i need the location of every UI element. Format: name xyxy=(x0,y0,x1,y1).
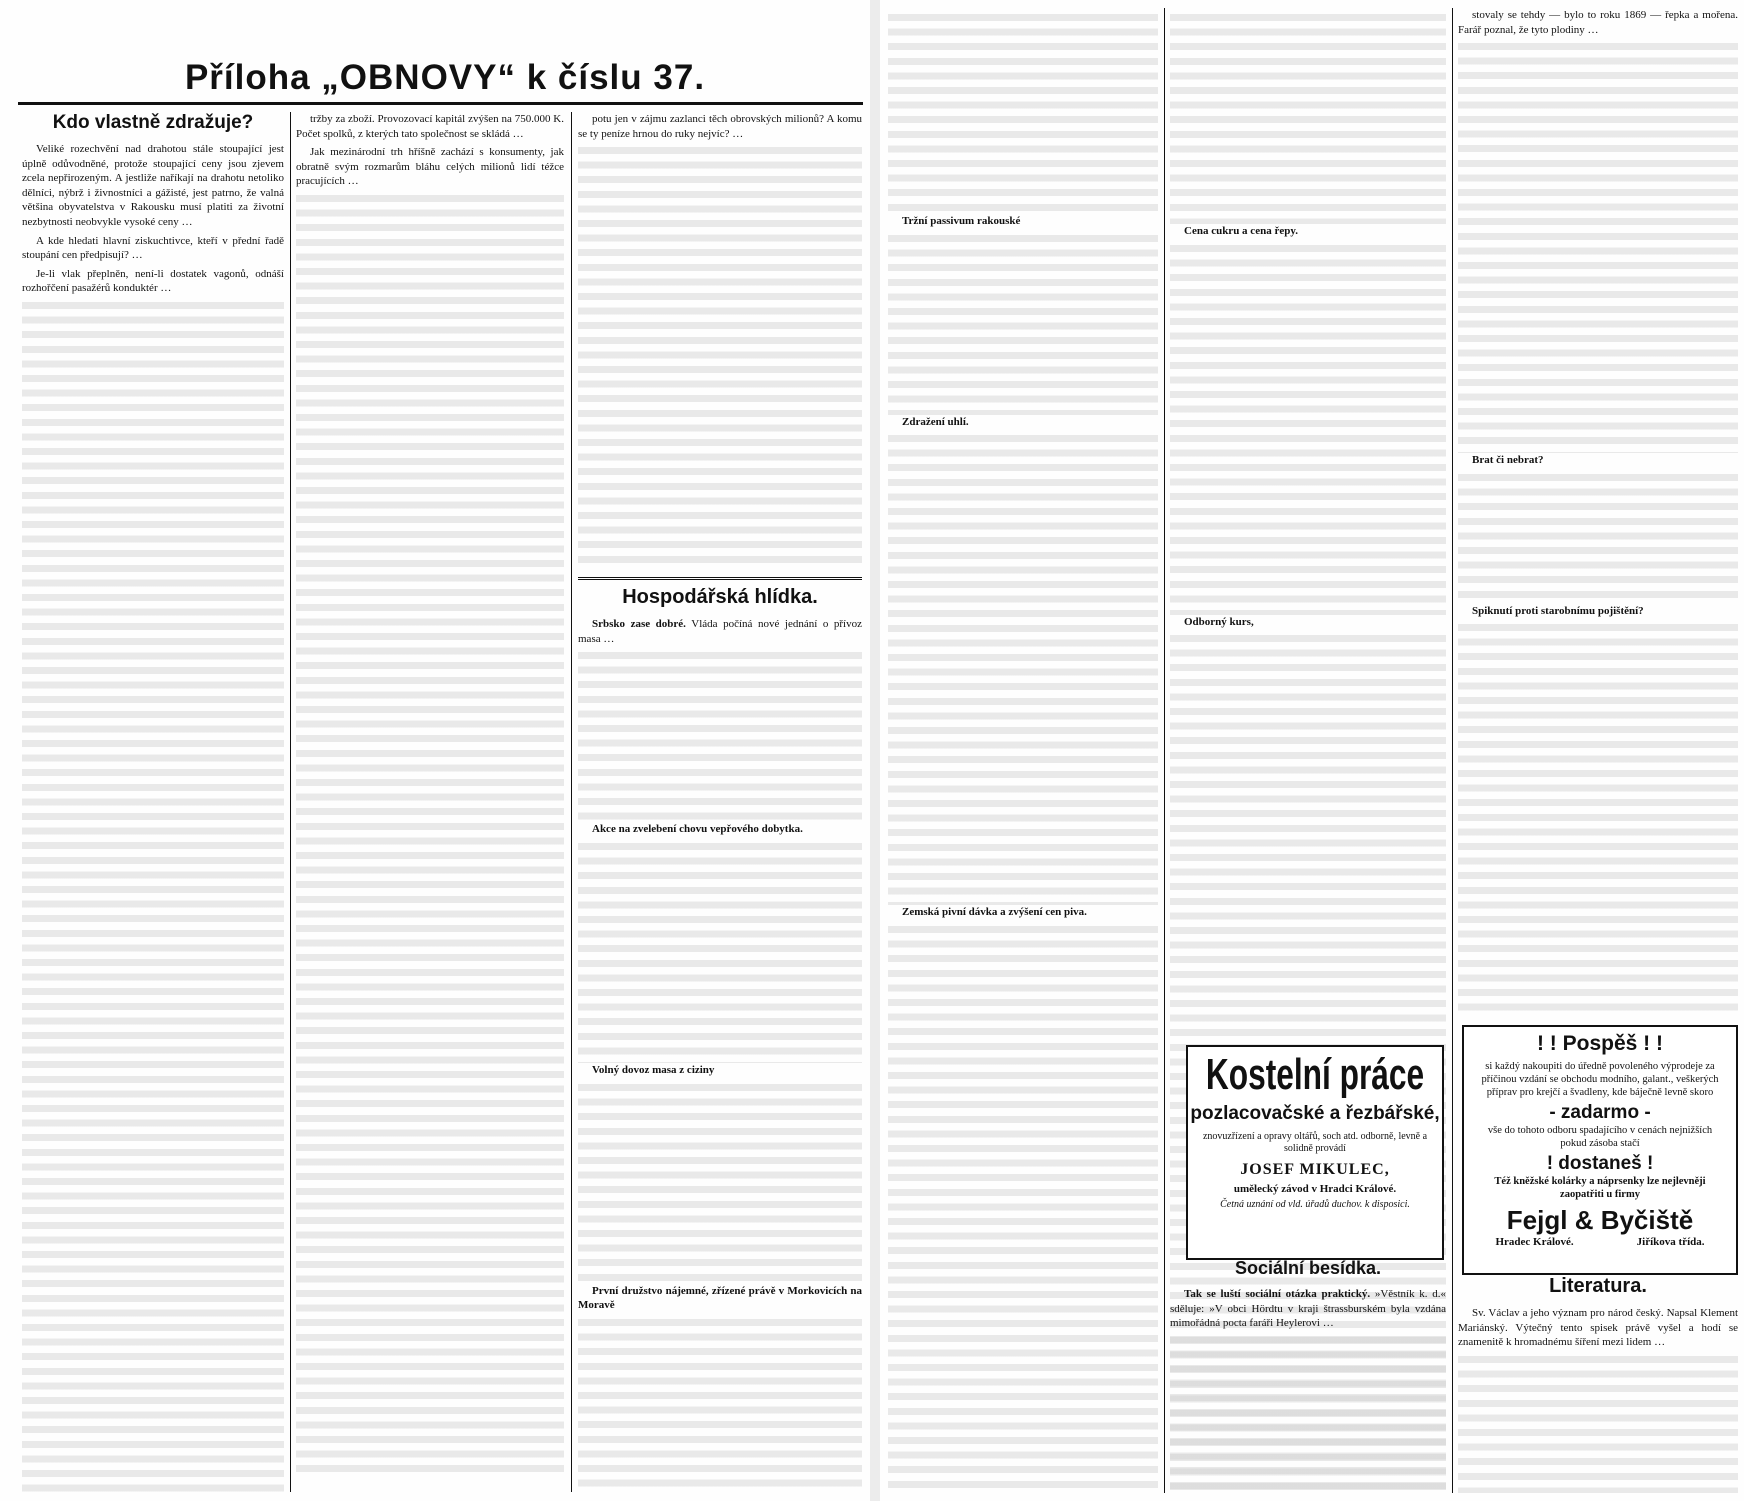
ad-name: JOSEF MIKULEC, xyxy=(1240,1161,1390,1178)
column-kdo-vlastne xyxy=(22,112,284,1492)
column-divider xyxy=(290,112,291,1492)
article-paragraph: Veliké rozechvění nad drahotou stále stoupající jest úplně odůvodněné, protože stoupající ceny jsou zjevem zcela nepřirozeným. A jestliže naříkají na drahotu netoliko dělníci, nýbrž i živnostníci a gážisté, jest patrno, že valná většina obyvatelstva v Rakousku musí platiti za životní nezbytnosti neobvykle vysoké ceny … xyxy=(22,143,284,228)
illegible-text-block xyxy=(1170,245,1446,615)
page-title: Příloha „OBNOVY“ k číslu 37. xyxy=(184,58,706,97)
ad-title: ! ! Pospěš ! ! xyxy=(1536,1032,1663,1055)
illegible-text-block xyxy=(578,147,862,567)
article-paragraph: Vláda počíná nové jednání o přívoz masa … xyxy=(578,618,862,645)
ad-city: Hradec Králové. xyxy=(1495,1236,1574,1248)
illegible-text-block xyxy=(1170,14,1446,224)
right-page xyxy=(880,0,1744,1501)
section-rule xyxy=(578,577,862,580)
article-paragraph: potu jen v zájmu zazlanci těch obrovských milionů? A komu se ty peníze hrnou do ruky nejvíc? … xyxy=(578,113,862,140)
column-six xyxy=(1458,8,1738,1018)
advertisement-pospes xyxy=(1462,1025,1738,1275)
section-heading: Hospodářská hlídka. xyxy=(622,586,818,609)
section-heading: Literatura. xyxy=(1549,1275,1647,1297)
ad-firm: Fejgl & Byčiště xyxy=(1506,1205,1694,1235)
ad-street: Jiříkova třída. xyxy=(1636,1236,1705,1248)
article-paragraph: A kde hledati hlavní ziskuchtivce, kteří v přední řadě stoupání cen předpisují? … xyxy=(22,234,284,262)
subheading: Zemská pivní dávka a zvýšení cen piva. xyxy=(902,906,1087,919)
illegible-text-block xyxy=(1458,624,1738,1018)
left-page xyxy=(0,0,870,1501)
article-paragraph: Je-li vlak přeplněn, není-li dostatek vagonů, odnáší rozhořčení pasažérů konduktér … xyxy=(22,267,284,295)
column-four xyxy=(888,8,1158,1493)
column-socialni-besidka xyxy=(1170,1258,1446,1493)
masthead-rule xyxy=(18,102,863,105)
subheading: Tak se luští sociální otázka praktický. xyxy=(1184,1288,1371,1300)
ad-text: vše do tohoto odboru spadajícího v cenách nejnižších pokud zásoba stačí xyxy=(1487,1125,1713,1149)
article-paragraph: stovaly se tehdy — bylo to roku 1869 — řepka a mořena. Farář poznal, že tyto plodiny … xyxy=(1458,9,1738,36)
subheading: Spiknutí proti starobnímu pojištění? xyxy=(1472,604,1644,617)
page-gutter xyxy=(870,0,880,1501)
illegible-text-block xyxy=(578,1319,862,1492)
illegible-text-block xyxy=(296,195,564,1475)
column-divider xyxy=(1452,8,1453,1493)
ad-subtitle: pozlacovačské a řezbářské, xyxy=(1190,1103,1440,1124)
illegible-text-block xyxy=(888,14,1158,214)
ad-description: znovuzřízení a opravy oltářů, soch atd. odborně, levně a solidně provádí xyxy=(1202,1131,1428,1154)
ad-highlight: - zadarmo - xyxy=(1549,1102,1651,1123)
illegible-text-block xyxy=(888,235,1158,415)
column-divider xyxy=(571,112,572,1492)
column-literatura xyxy=(1458,1275,1738,1493)
column-divider xyxy=(1164,8,1165,1493)
ad-note: Četná uznání od vld. úřadů duchov. k disposici. xyxy=(1220,1199,1410,1210)
ad-place: umělecký závod v Hradci Králové. xyxy=(1233,1183,1397,1195)
illegible-text-block xyxy=(888,926,1158,1493)
column-two xyxy=(296,112,564,1492)
subheading: Volný dovoz masa z ciziny xyxy=(592,1063,715,1076)
illegible-text-block xyxy=(1458,1356,1738,1493)
ad-title: Kostelní práce xyxy=(1205,1050,1425,1099)
subheading: Zdražení uhlí. xyxy=(902,415,969,428)
illegible-text-block xyxy=(578,843,862,1063)
column-three xyxy=(578,112,862,1492)
article-paragraph: tržby za zboží. Provozovací kapitál zvýšen na 750.000 K. Počet spolků, z kterých tato společnost se skládá … xyxy=(296,113,564,140)
illegible-text-block xyxy=(1170,1337,1446,1493)
article-paragraph: Sv. Václav a jeho význam pro národ český. Napsal Klement Mariánský. Výtečný tento spisek právě vyšel a hodí se znamenitě k hromadnému šíření mezi lidem … xyxy=(1458,1307,1738,1349)
ad-text: Též kněžské kolárky a náprsenky lze nejlevněji zaopatřiti u firmy xyxy=(1494,1176,1706,1200)
illegible-text-block xyxy=(578,1084,862,1284)
ad-address xyxy=(1464,1236,1736,1248)
illegible-text-block xyxy=(578,652,862,822)
subheading: Srbsko zase dobré. xyxy=(592,618,686,631)
subheading: První družstvo nájemné, zřízené právě v Morkovicích na Moravě xyxy=(578,1284,862,1312)
subheading: Odborný kurs, xyxy=(1184,615,1254,628)
subheading: Tržní passivum rakouské xyxy=(902,215,1021,227)
subheading: Brat či nebrat? xyxy=(1472,454,1544,467)
subheading: Cena cukru a cena řepy. xyxy=(1184,225,1298,237)
article-paragraph: »Věstník k. d.« sděluje: »V obci Hördtu v kraji štrassburském byla vzdána mimořádná pocta faráři Heylerovi … xyxy=(1170,1288,1446,1330)
article-heading: Kdo vlastně zdražuje? xyxy=(52,112,254,133)
article-paragraph: Jak mezinárodní trh hříšně zachází s konsumenty, jak obratně svým rozmarům bláhu celých milionů lidí téžce pracujících … xyxy=(296,146,564,188)
illegible-text-block xyxy=(1458,43,1738,453)
ad-highlight: ! dostaneš ! xyxy=(1546,1153,1654,1174)
section-heading: Sociální besídka. xyxy=(1234,1258,1382,1278)
illegible-text-block xyxy=(1458,474,1738,604)
illegible-text-block xyxy=(888,435,1158,905)
advertisement-kostelni-prace xyxy=(1186,1045,1444,1260)
ad-text: si každý nakoupiti do úředně povoleného výprodeje za příčinou vzdání se obchodu modního, galant., veškerých příprav pro krejčí a švadleny, kde báječně levně skoro xyxy=(1481,1061,1719,1098)
subheading: Akce na zvelebení chovu vepřového dobytka. xyxy=(592,823,803,836)
illegible-text-block xyxy=(22,302,284,1492)
